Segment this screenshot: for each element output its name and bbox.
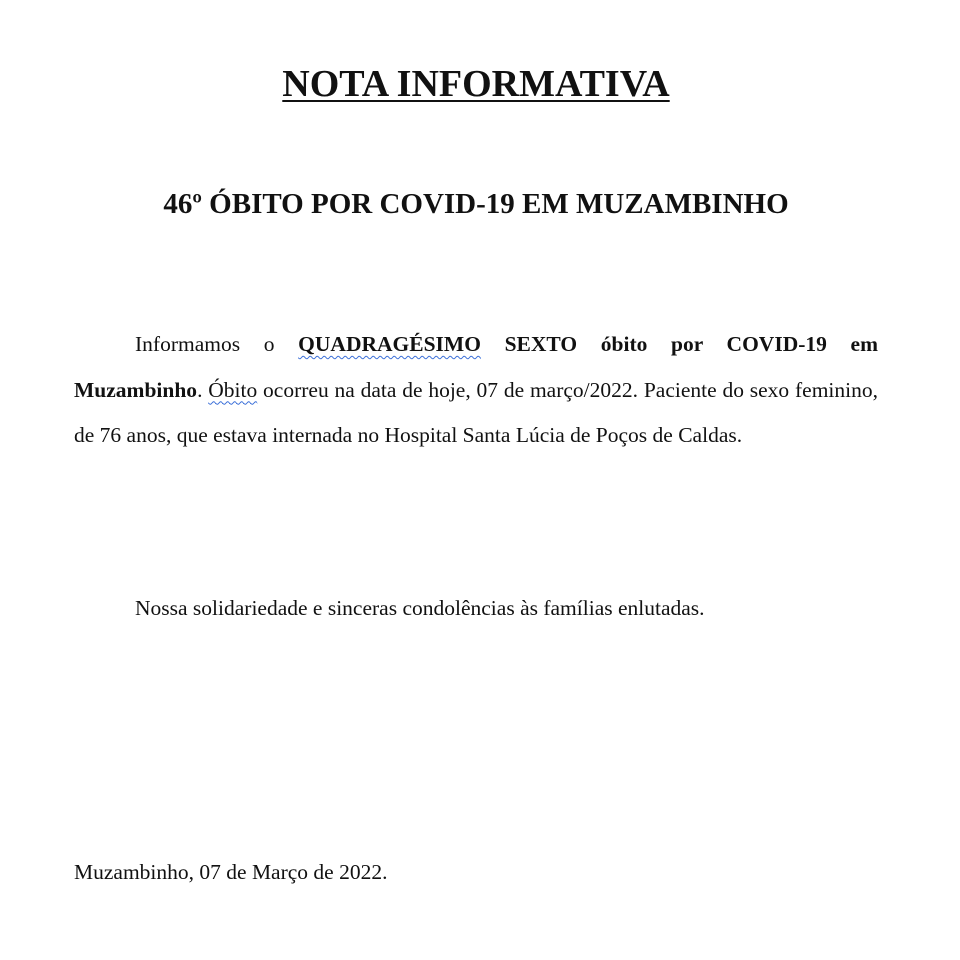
condolence-text: Nossa solidariedade e sinceras condolências às famílias enlutadas. xyxy=(135,596,705,620)
announcement-paragraph xyxy=(74,322,878,459)
obito-word: Óbito xyxy=(208,377,258,402)
paragraph-bold-text: SEXTO óbito por COVID-19 em Muzambinho xyxy=(74,332,878,402)
place-date-signature: Muzambinho, 07 de Março de 2022. xyxy=(74,860,388,884)
ordinal-word: QUADRAGÉSIMO xyxy=(298,332,481,356)
paragraph-details-text: ocorreu na data de hoje, 07 de março/2022. Paciente do sexo feminino, de 76 anos, que estava internada no Hospital Santa Lúcia de Poços de Caldas. xyxy=(74,377,878,447)
document-subtitle: 46º ÓBITO POR COVID-19 EM MUZAMBINHO xyxy=(163,188,789,220)
paragraph-intro-text: Informamos o xyxy=(135,332,299,356)
paragraph-separator: . xyxy=(197,377,209,402)
document-title: NOTA INFORMATIVA xyxy=(282,63,670,105)
